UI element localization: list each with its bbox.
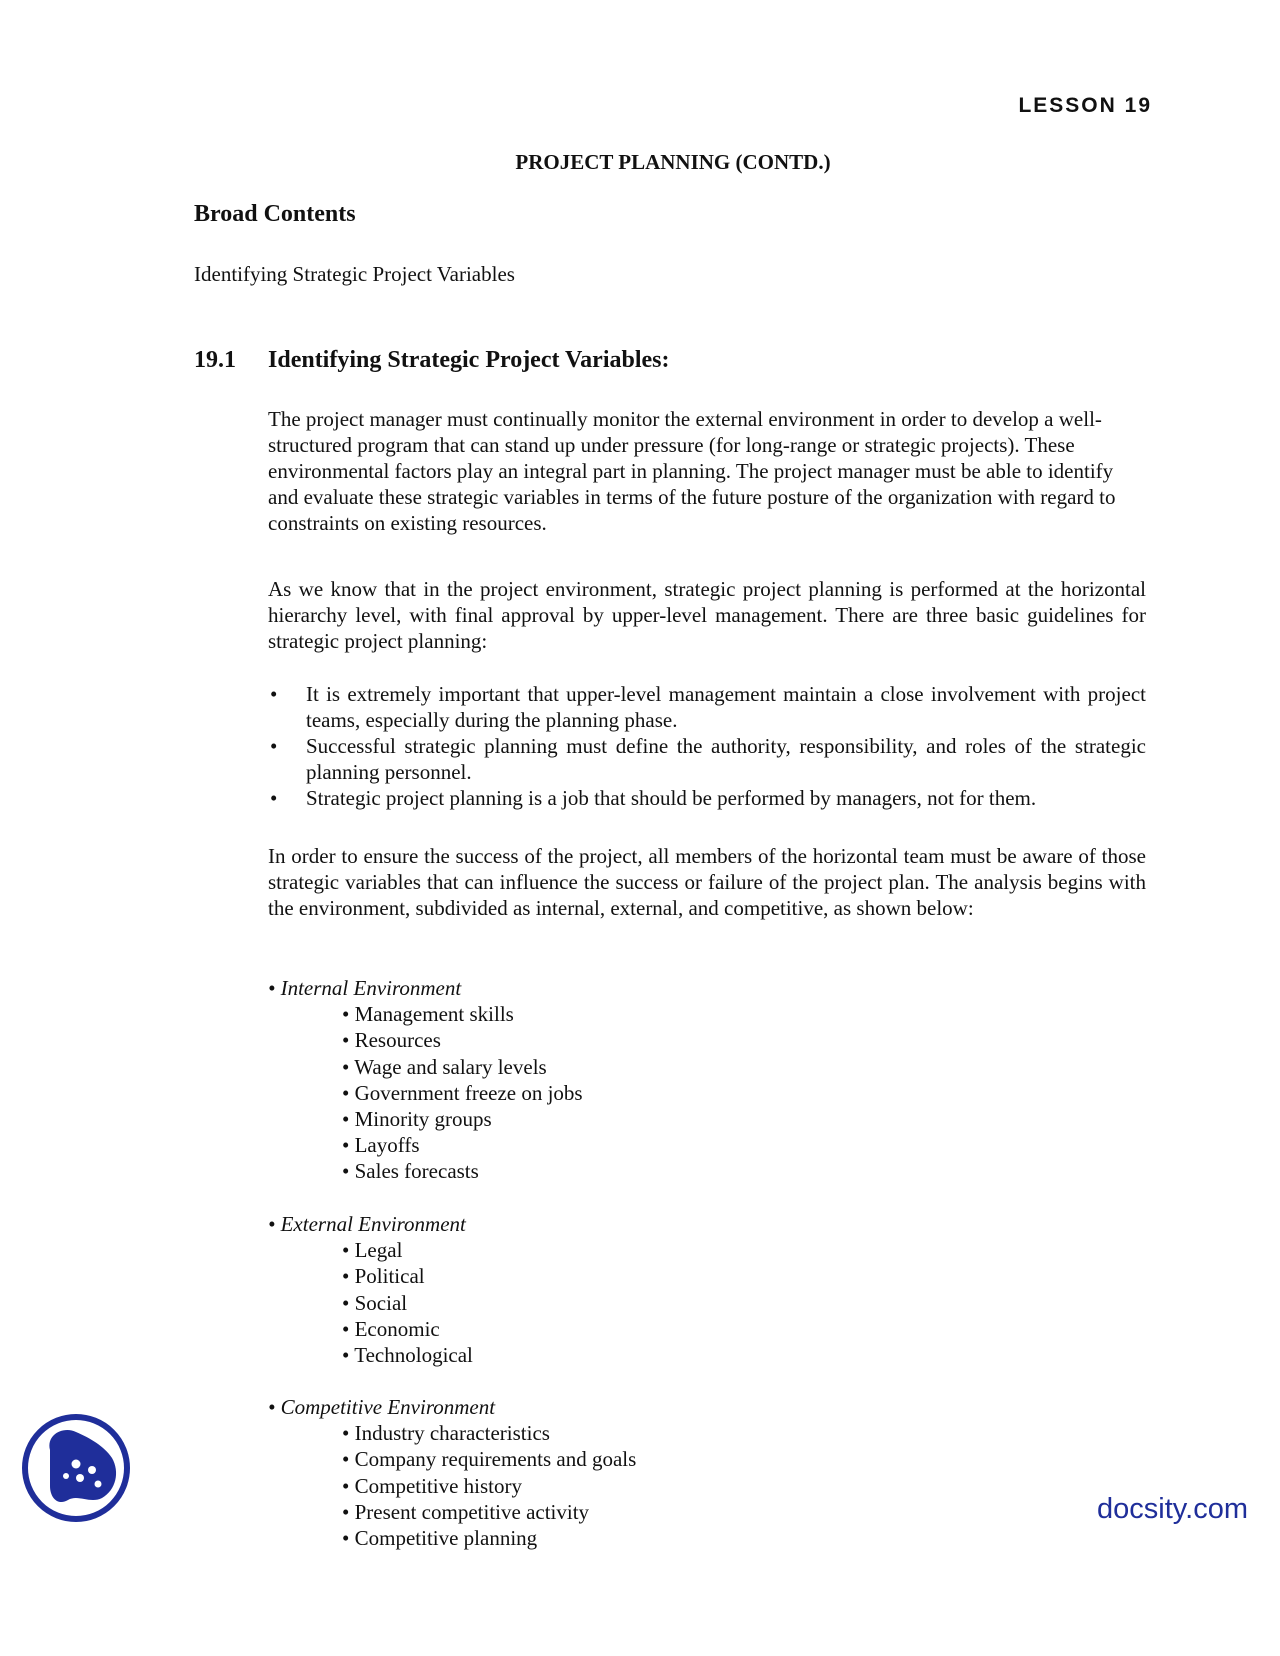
list-item <box>268 785 1146 811</box>
lesson-number: LESSON 19 <box>1018 94 1152 117</box>
list-item <box>268 733 1146 785</box>
competitive-environment-list <box>268 1394 636 1551</box>
page-title: PROJECT PLANNING (CONTD.) <box>515 150 831 174</box>
bullet-icon: • <box>270 734 278 758</box>
list-item: • Sales forecasts <box>342 1159 479 1184</box>
environment-heading: • Competitive Environment <box>268 1395 496 1419</box>
internal-environment-list <box>268 975 583 1185</box>
environment-heading: • External Environment <box>268 1212 466 1236</box>
list-item: • Layoffs <box>342 1133 420 1158</box>
guideline-text: It is extremely important that upper-level management maintain a close involvement with project teams, especially during the planning phase. <box>306 682 1146 732</box>
list-item: • Government freeze on jobs <box>342 1080 583 1105</box>
list-item: • Management skills <box>342 1002 514 1027</box>
external-environment-list <box>268 1211 473 1368</box>
list-item: • Technological <box>342 1343 473 1368</box>
broad-contents-item: Identifying Strategic Project Variables <box>194 262 515 286</box>
guidelines-list <box>268 681 1146 811</box>
section-title: Identifying Strategic Project Variables: <box>268 347 670 373</box>
list-item: • Wage and salary levels <box>342 1054 547 1079</box>
list-item: • Political <box>342 1264 425 1289</box>
section-number: 19.1 <box>194 347 236 373</box>
list-item: • Present competitive activity <box>342 1499 590 1524</box>
environment-heading: • Internal Environment <box>268 976 462 1000</box>
bullet-icon: • <box>270 786 278 810</box>
broad-contents-heading: Broad Contents <box>194 201 356 227</box>
paragraph-intro: The project manager must continually monitor the external environment in order to develop a well-structured program that can stand up under pressure (for long-range or strategic projects). These environmental factors play an integral part in planning. The project manager must be able to identify and evaluate these strategic variables in terms of the future posture of the organization with regard to constraints on existing resources. <box>268 407 1116 535</box>
bullet-icon: • <box>268 1212 276 1236</box>
paragraph-environment-intro: In order to ensure the success of the project, all members of the horizontal team must be aware of those strategic variables that can influence the success or failure of the project plan. The analysis begins with the environment, subdivided as internal, external, and competitive, as shown below: <box>268 844 1146 920</box>
paragraph-guidelines-intro: As we know that in the project environment, strategic project planning is performed at the horizontal hierarchy level, with final approval by upper-level management. There are three basic guidelines for strategic project planning: <box>268 577 1146 653</box>
guideline-text: Successful strategic planning must define the authority, responsibility, and roles of the strategic planning personnel. <box>306 734 1146 784</box>
bullet-icon: • <box>270 682 278 706</box>
list-item <box>268 681 1146 733</box>
bullet-icon: • <box>268 976 276 1000</box>
list-item: • Industry characteristics <box>342 1421 550 1446</box>
list-item: • Minority groups <box>342 1107 492 1132</box>
list-item: • Company requirements and goals <box>342 1447 637 1472</box>
list-item: • Economic <box>342 1316 440 1341</box>
list-item: • Competitive planning <box>342 1526 538 1551</box>
docsity-brand-link[interactable]: docsity.com <box>1097 1493 1248 1525</box>
list-item: • Resources <box>342 1028 441 1053</box>
guideline-text: Strategic project planning is a job that should be performed by managers, not for them. <box>306 786 1037 810</box>
list-item: • Legal <box>342 1238 403 1263</box>
docsity-logo-icon[interactable] <box>20 1412 132 1524</box>
list-item: • Social <box>342 1290 408 1315</box>
list-item: • Competitive history <box>342 1473 523 1498</box>
bullet-icon: • <box>268 1395 276 1419</box>
